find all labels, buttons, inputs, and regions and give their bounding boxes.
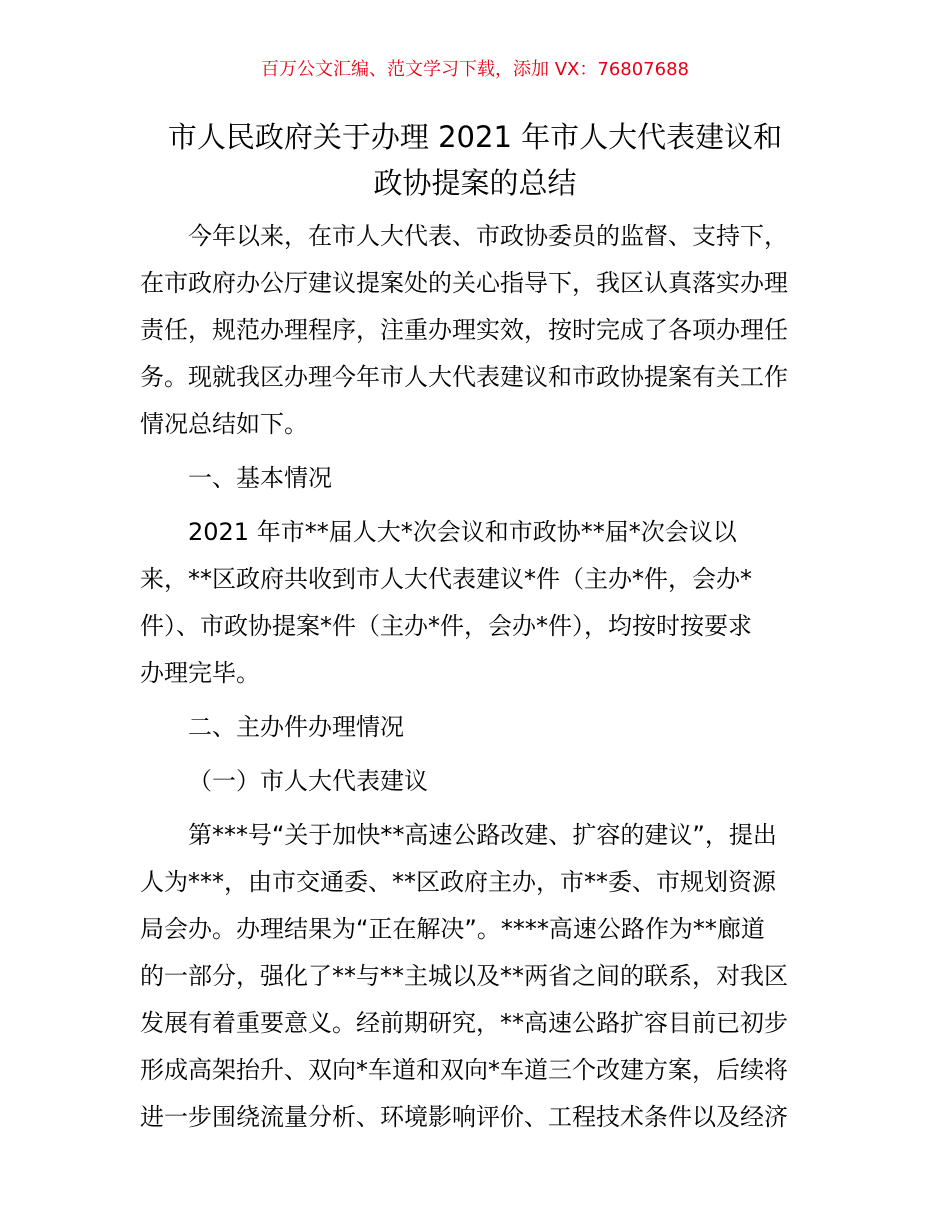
paragraph-line: 务。现就我区办理今年市人大代表建议和市政协提案有关工作 xyxy=(140,363,788,391)
paragraph-line: 情况总结如下。 xyxy=(140,410,308,438)
paragraph-line: 来，**区政府共收到市人大代表建议*件（主办*件，会办* xyxy=(140,565,752,593)
paragraph-line: 今年以来，在市人大代表、市政协委员的监督、支持下， xyxy=(188,222,788,250)
paragraph-line: 进一步围绕流量分析、环境影响评价、工程技术条件以及经济 xyxy=(140,1103,788,1131)
paragraph-line: 在市政府办公厅建议提案处的关心指导下，我区认真落实办理 xyxy=(140,269,788,297)
paragraph-line: 办理完毕。 xyxy=(140,659,260,687)
paragraph-line: 责任，规范办理程序，注重办理实效，按时完成了各项办理任 xyxy=(140,316,788,344)
header-watermark-text: 百万公文汇编、范文学习下载，添加 VX：76807688 xyxy=(261,59,689,80)
title-line: 市人民政府关于办理 2021 年市人大代表建议和 xyxy=(167,120,783,154)
paragraph-line: 第***号“关于加快**高速公路改建、扩容的建议”，提出 xyxy=(188,821,777,849)
section-heading-basic: 一、基本情况 xyxy=(188,464,332,492)
paragraph-line: 件）、市政协提案*件（主办*件，会办*件），均按时按要求 xyxy=(140,612,752,640)
subsection-heading-deputy-suggestions: （一）市人大代表建议 xyxy=(188,767,428,795)
paragraph-line: 的一部分，强化了**与**主城以及**两省之间的联系，对我区 xyxy=(140,962,788,990)
paragraph-line: 2021 年市**届人大*次会议和市政协**届*次会议以 xyxy=(188,518,737,546)
document-body xyxy=(140,219,815,1147)
page-title xyxy=(120,114,830,206)
paragraph-line: 发展有着重要意义。经前期研究，**高速公路扩容目前已初步 xyxy=(140,1009,788,1037)
title-line: 政协提案的总结 xyxy=(373,166,577,200)
paragraph-line: 形成高架抬升、双向*车道和双向*车道三个改建方案，后续将 xyxy=(140,1056,788,1084)
section-heading-main-items: 二、主办件办理情况 xyxy=(188,713,404,741)
paragraph-line: 局会办。办理结果为“正在解决”。****高速公路作为**廊道 xyxy=(140,915,765,943)
paragraph-line: 人为***，由市交通委、**区政府主办，市**委、市规划资源 xyxy=(140,868,776,896)
